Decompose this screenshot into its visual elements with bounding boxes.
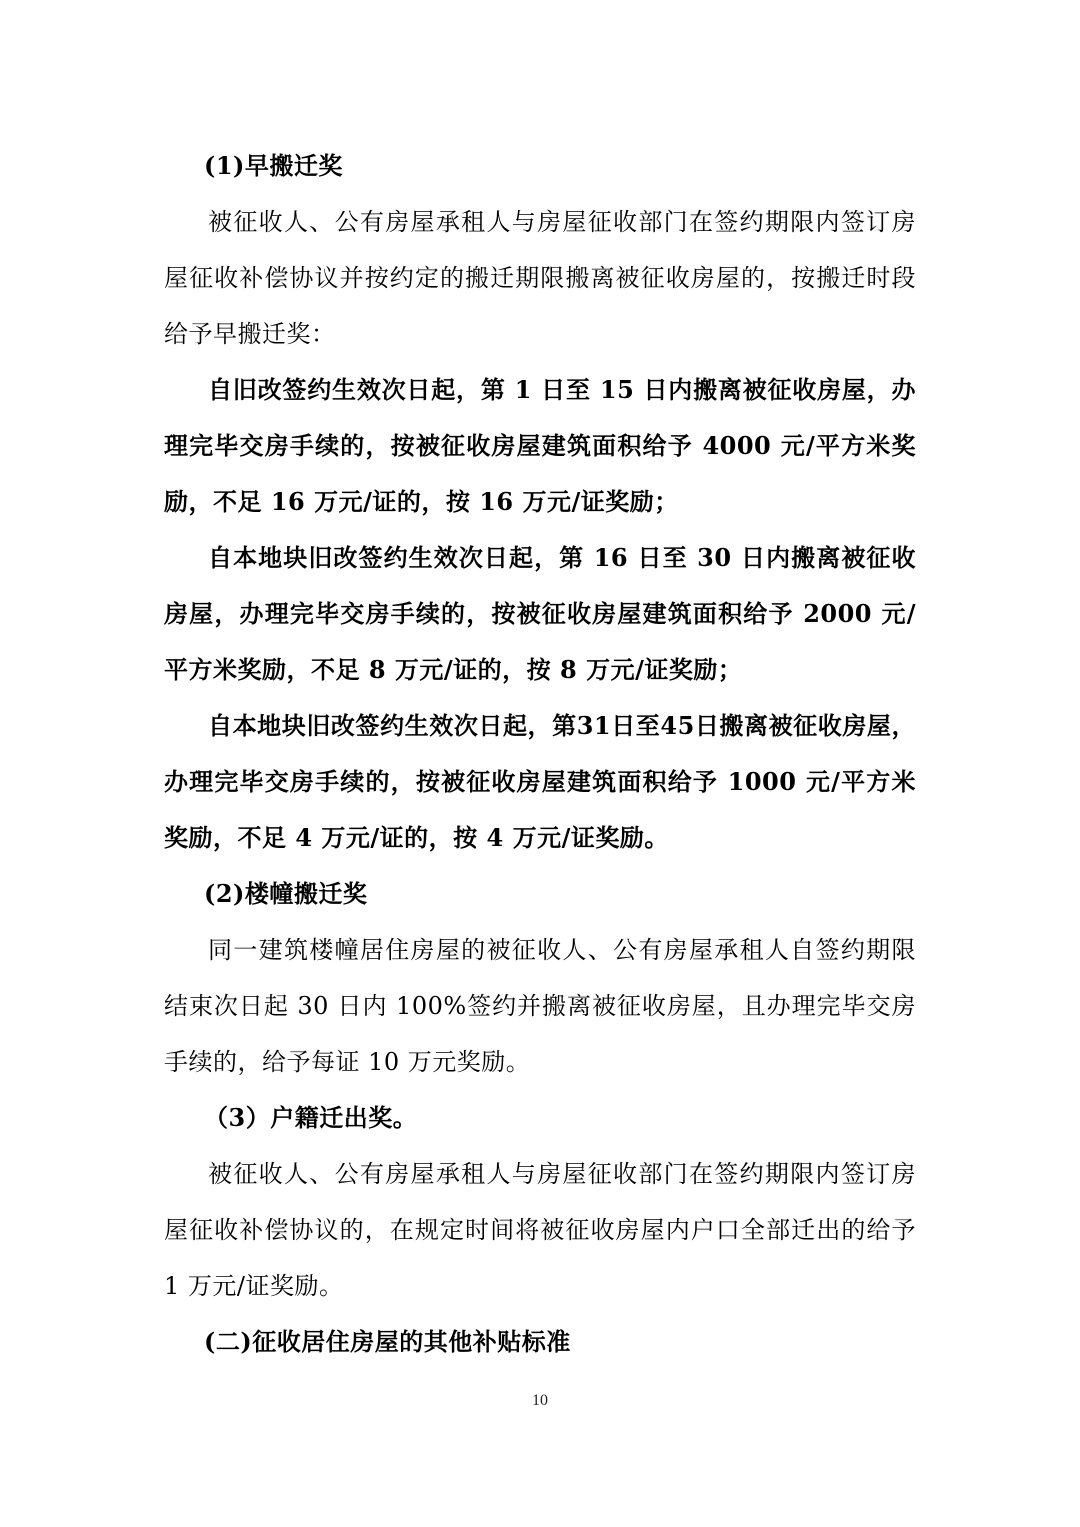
building-relocation-heading: (2)楼幢搬迁奖 [204, 879, 368, 908]
early-relocation-tier-2: 自本地块旧改签约生效次日起，第 16 日至 30 日内搬离被征收房屋，办理完毕交房手续的，按被征收房屋建筑面积给予 2000 元/平方米奖励，不足 8 万元/证的，按 8 万元/证奖励； [164, 543, 916, 684]
page-number: 10 [532, 1392, 548, 1409]
early-relocation-heading: (1)早搬迁奖 [204, 151, 343, 180]
early-relocation-tier-3: 自本地块旧改签约生效次日起，第31日至45日搬离被征收房屋，办理完毕交房手续的，按被征收房屋建筑面积给予 1000 元/平方米奖励，不足 4 万元/证的，按 4 万元/证奖励。 [164, 711, 916, 852]
household-registration-heading: （3）户籍迁出奖。 [204, 1103, 418, 1132]
building-relocation-body: 同一建筑楼幢居住房屋的被征收人、公有房屋承租人自签约期限结束次日起 30 日内 100%签约并搬离被征收房屋，且办理完毕交房手续的，给予每证 10 万元奖励。 [164, 936, 916, 1076]
early-relocation-tier-1: 自旧改签约生效次日起，第 1 日至 15 日内搬离被征收房屋，办理完毕交房手续的，按被征收房屋建筑面积给予 4000 元/平方米奖励，不足 16 万元/证的，按 16 万元/证奖励； [164, 375, 916, 516]
early-relocation-intro: 被征收人、公有房屋承租人与房屋征收部门在签约期限内签订房屋征收补偿协议并按约定的搬迁期限搬离被征收房屋的，按搬迁时段给予早搬迁奖： [164, 208, 916, 348]
document-body [164, 138, 916, 1370]
other-subsidies-heading: (二)征收居住房屋的其他补贴标准 [204, 1327, 571, 1356]
household-registration-body: 被征收人、公有房屋承租人与房屋征收部门在签约期限内签订房屋征收补偿协议的，在规定时间将被征收房屋内户口全部迁出的给予 1 万元/证奖励。 [164, 1160, 916, 1300]
